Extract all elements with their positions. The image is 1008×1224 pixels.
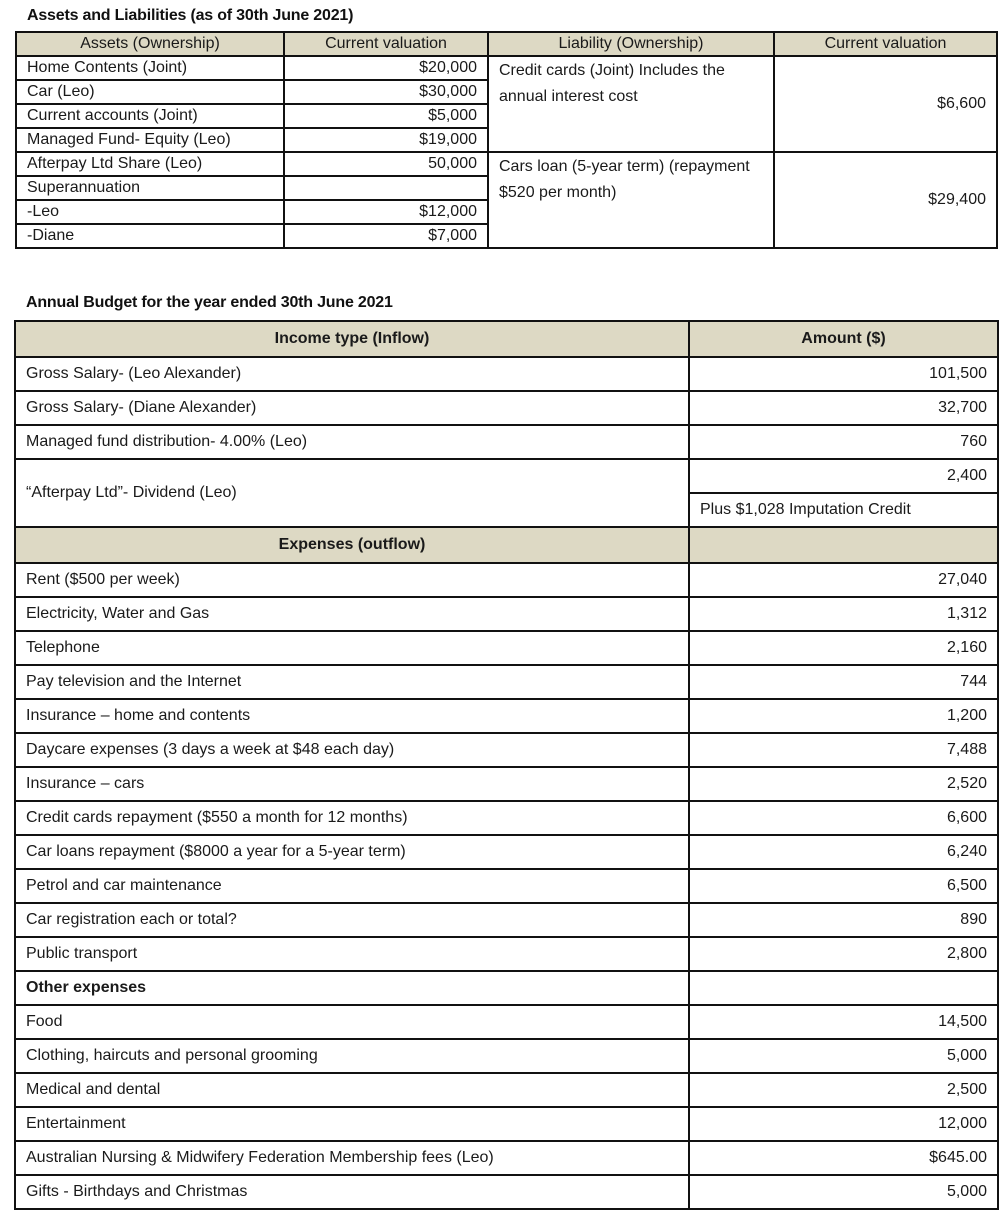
asset-value: $5,000 <box>284 104 488 128</box>
asset-value: $7,000 <box>284 224 488 248</box>
expense-label: Daycare expenses (3 days a week at $48 each day) <box>15 733 689 767</box>
liability-label: Cars loan (5-year term) (repayment $520 per month) <box>488 152 774 248</box>
table-row <box>15 1175 998 1209</box>
income-label: “Afterpay Ltd”- Dividend (Leo) <box>15 459 689 527</box>
col-header-amount: Amount ($) <box>689 321 998 357</box>
table-header-row <box>15 321 998 357</box>
table-row <box>15 835 998 869</box>
expense-label: Petrol and car maintenance <box>15 869 689 903</box>
expense-label: Australian Nursing & Midwifery Federation Membership fees (Leo) <box>15 1141 689 1175</box>
asset-label: Home Contents (Joint) <box>16 56 284 80</box>
expense-label: Clothing, haircuts and personal grooming <box>15 1039 689 1073</box>
asset-value: 50,000 <box>284 152 488 176</box>
expense-value: 890 <box>689 903 998 937</box>
expense-value: 27,040 <box>689 563 998 597</box>
other-expenses-row <box>15 971 998 1005</box>
expense-value: 12,000 <box>689 1107 998 1141</box>
table-row <box>15 665 998 699</box>
table-row <box>15 937 998 971</box>
expense-value: 7,488 <box>689 733 998 767</box>
table-row <box>15 357 998 391</box>
table-row <box>16 152 997 176</box>
expense-label: Credit cards repayment ($550 a month for 12 months) <box>15 801 689 835</box>
asset-value: $20,000 <box>284 56 488 80</box>
col-header-income-type: Income type (Inflow) <box>15 321 689 357</box>
assets-liabilities-title: Assets and Liabilities (as of 30th June 2021) <box>27 7 354 24</box>
other-expenses-value <box>689 971 998 1005</box>
asset-label: Managed Fund- Equity (Leo) <box>16 128 284 152</box>
budget-title: Annual Budget for the year ended 30th June 2021 <box>26 294 393 311</box>
expense-label: Insurance – home and contents <box>15 699 689 733</box>
expense-label: Medical and dental <box>15 1073 689 1107</box>
expense-value: $645.00 <box>689 1141 998 1175</box>
asset-value: $30,000 <box>284 80 488 104</box>
col-header-assets: Assets (Ownership) <box>16 32 284 56</box>
col-header-asset-valuation: Current valuation <box>284 32 488 56</box>
expense-label: Gifts - Birthdays and Christmas <box>15 1175 689 1209</box>
col-header-liability-valuation: Current valuation <box>774 32 997 56</box>
expense-value: 5,000 <box>689 1175 998 1209</box>
expense-label: Insurance – cars <box>15 767 689 801</box>
table-row <box>15 903 998 937</box>
expense-value: 5,000 <box>689 1039 998 1073</box>
asset-value: $19,000 <box>284 128 488 152</box>
table-row <box>15 801 998 835</box>
income-value: 32,700 <box>689 391 998 425</box>
table-row <box>16 56 997 80</box>
expense-value: 1,312 <box>689 597 998 631</box>
asset-label: Afterpay Ltd Share (Leo) <box>16 152 284 176</box>
expense-value: 2,160 <box>689 631 998 665</box>
expense-value: 2,800 <box>689 937 998 971</box>
expenses-header-row <box>15 527 998 563</box>
expense-value: 1,200 <box>689 699 998 733</box>
expense-value: 6,500 <box>689 869 998 903</box>
table-row <box>15 597 998 631</box>
income-value: 2,400 <box>689 459 998 493</box>
expense-label: Pay television and the Internet <box>15 665 689 699</box>
asset-value <box>284 176 488 200</box>
expense-label: Food <box>15 1005 689 1039</box>
expense-value: 6,600 <box>689 801 998 835</box>
expense-label: Car loans repayment ($8000 a year for a 5-year term) <box>15 835 689 869</box>
expense-label: Car registration each or total? <box>15 903 689 937</box>
asset-label: Car (Leo) <box>16 80 284 104</box>
liability-value: $6,600 <box>774 56 997 152</box>
income-value: 760 <box>689 425 998 459</box>
income-label: Gross Salary- (Diane Alexander) <box>15 391 689 425</box>
table-row <box>15 767 998 801</box>
asset-label: -Leo <box>16 200 284 224</box>
table-row <box>15 733 998 767</box>
expense-value: 2,520 <box>689 767 998 801</box>
expense-value: 744 <box>689 665 998 699</box>
assets-liabilities-table <box>15 31 998 249</box>
budget-table <box>14 320 999 1210</box>
table-row <box>15 563 998 597</box>
table-row <box>15 425 998 459</box>
table-row <box>15 1073 998 1107</box>
table-row <box>15 459 998 493</box>
expense-label: Entertainment <box>15 1107 689 1141</box>
col-header-expenses: Expenses (outflow) <box>15 527 689 563</box>
expense-value: 2,500 <box>689 1073 998 1107</box>
income-value: 101,500 <box>689 357 998 391</box>
expenses-body <box>15 563 998 971</box>
liability-label: Credit cards (Joint) Includes the annual interest cost <box>488 56 774 152</box>
asset-label: Superannuation <box>16 176 284 200</box>
table-row <box>15 1107 998 1141</box>
table-row <box>15 1039 998 1073</box>
expense-label: Telephone <box>15 631 689 665</box>
income-label: Gross Salary- (Leo Alexander) <box>15 357 689 391</box>
table-row <box>15 869 998 903</box>
col-header-liability: Liability (Ownership) <box>488 32 774 56</box>
income-label: Managed fund distribution- 4.00% (Leo) <box>15 425 689 459</box>
table-header-row <box>16 32 997 56</box>
imputation-credit-note: Plus $1,028 Imputation Credit <box>689 493 998 527</box>
table-row <box>15 1005 998 1039</box>
other-expenses-label: Other expenses <box>15 971 689 1005</box>
table-row <box>15 699 998 733</box>
expense-label: Rent ($500 per week) <box>15 563 689 597</box>
expense-label: Public transport <box>15 937 689 971</box>
asset-label: Current accounts (Joint) <box>16 104 284 128</box>
other-expenses-body <box>15 1005 998 1209</box>
liability-value: $29,400 <box>774 152 997 248</box>
expenses-header-blank <box>689 527 998 563</box>
table-row <box>15 1141 998 1175</box>
asset-value: $12,000 <box>284 200 488 224</box>
expense-value: 14,500 <box>689 1005 998 1039</box>
expense-label: Electricity, Water and Gas <box>15 597 689 631</box>
expense-value: 6,240 <box>689 835 998 869</box>
table-row <box>15 631 998 665</box>
asset-label: -Diane <box>16 224 284 248</box>
table-row <box>15 391 998 425</box>
